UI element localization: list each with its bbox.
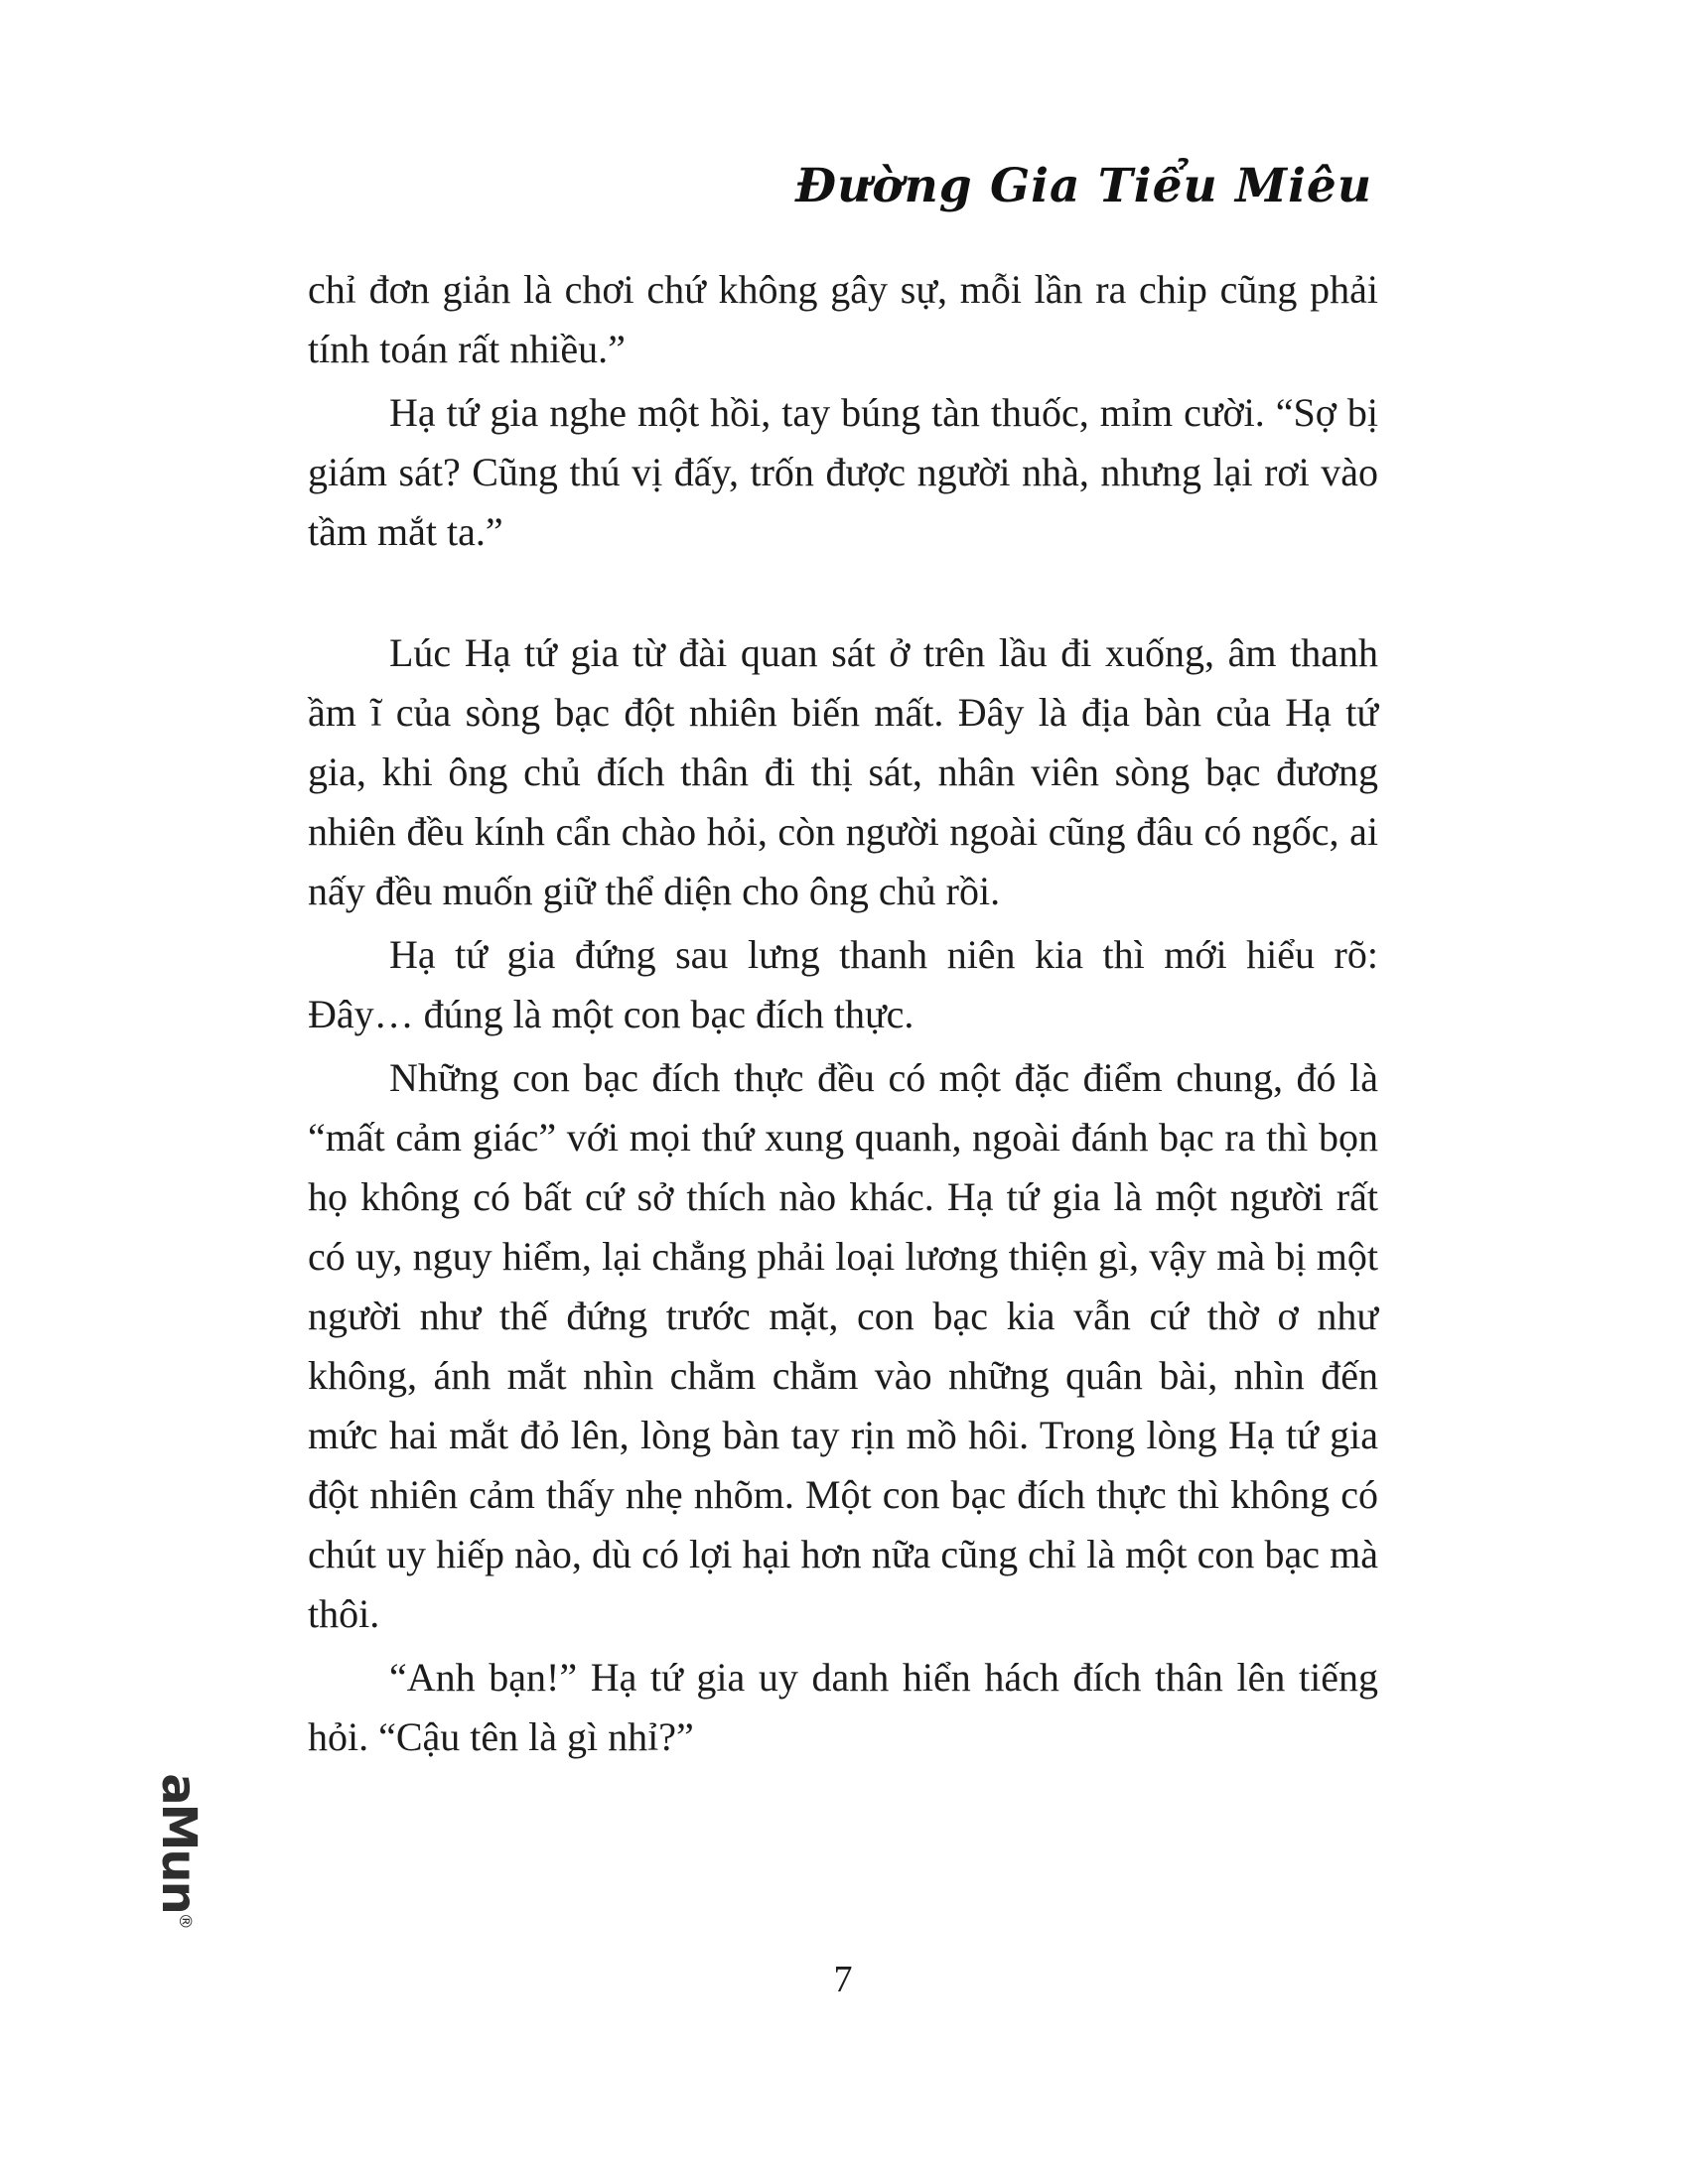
paragraph: Hạ tứ gia nghe một hồi, tay búng tàn thuốc, mỉm cười. “Sợ bị giám sát? Cũng thú vị đấy, trốn được người nhà, nhưng lại rơi vào tầm mắt ta.” <box>308 390 1378 554</box>
registered-trademark-icon: ® <box>175 1912 195 1930</box>
publisher-wordmark <box>151 1773 207 1930</box>
publisher-logo <box>99 1767 258 1936</box>
running-header-title: Đường Gia Tiểu Miêu <box>794 159 1372 213</box>
paragraph: Lúc Hạ tứ gia từ đài quan sát ở trên lầu đi xuống, âm thanh ầm ĩ của sòng bạc đột nhiên biến mất. Đây là địa bàn của Hạ tứ gia, khi ông chủ đích thân đi thị sát, nhân viên sòng bạc đương nhiên đều kính cẩn chào hỏi, còn người ngoài cũng đâu có ngốc, ai nấy đều muốn giữ thể diện cho ông chủ rồi. <box>308 630 1378 913</box>
paragraph: Những con bạc đích thực đều có một đặc điểm chung, đó là “mất cảm giác” với mọi thứ xung quanh, ngoài đánh bạc ra thì bọn họ không có bất cứ sở thích nào khác. Hạ tứ gia là một người rất có uy, nguy hiểm, lại chẳng phải loại lương thiện gì, vậy mà bị một người như thế đứng trước mặt, con bạc kia vẫn cứ thờ ơ như không, ánh mắt nhìn chằm chằm vào những quân bài, nhìn đến mức hai mắt đỏ lên, lòng bàn tay rịn mồ hôi. Trong lòng Hạ tứ gia đột nhiên cảm thấy nhẹ nhõm. Một con bạc đích thực thì không có chút uy hiếp nào, dù có lợi hại hơn nữa cũng chỉ là một con bạc mà thôi. <box>308 1055 1378 1636</box>
paragraph: chỉ đơn giản là chơi chứ không gây sự, mỗi lần ra chip cũng phải tính toán rất nhiều.” <box>308 267 1378 371</box>
body-text-block <box>308 260 1378 1771</box>
paragraph: Hạ tứ gia đứng sau lưng thanh niên kia thì mới hiểu rõ: Đây… đúng là một con bạc đích thực. <box>308 932 1378 1036</box>
paragraph: “Anh bạn!” Hạ tứ gia uy danh hiển hách đích thân lên tiếng hỏi. “Cậu tên là gì nhỉ?” <box>308 1655 1378 1759</box>
publisher-wordmark-text: aMun <box>151 1773 207 1913</box>
page-number: 7 <box>833 1959 853 2000</box>
